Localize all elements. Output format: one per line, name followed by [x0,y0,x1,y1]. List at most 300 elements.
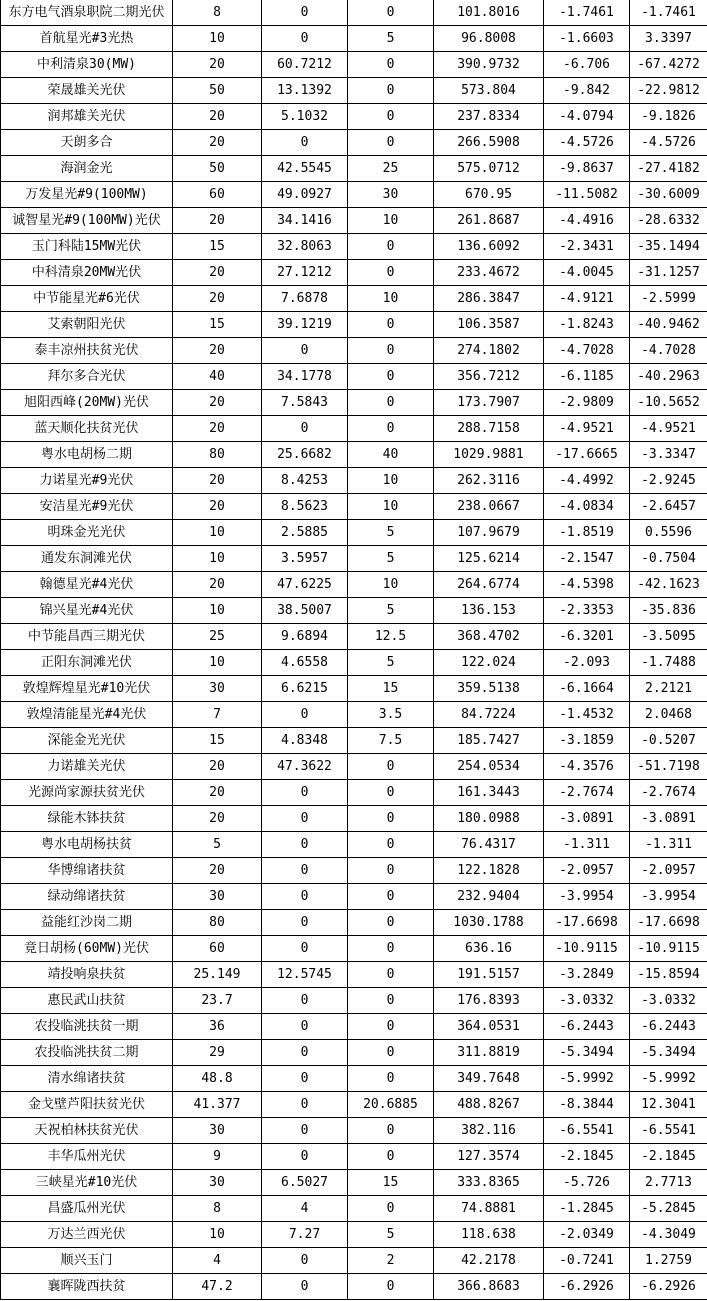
table-row [1,676,707,702]
value-d-cell: -6.2926 [544,1274,630,1300]
table-row [1,130,707,156]
station-name-cell: 清水绵诸扶贫 [1,1066,173,1092]
value-d-cell: -2.3353 [544,598,630,624]
station-name-cell: 农投临洮扶贫二期 [1,1040,173,1066]
value-a-cell: 39.1219 [262,312,348,338]
value-a-cell: 8.5623 [262,494,348,520]
table-row [1,78,707,104]
station-name-cell: 光源尚家源扶贫光伏 [1,780,173,806]
station-name-cell: 惠民武山扶贫 [1,988,173,1014]
capacity-cell: 30 [173,1118,262,1144]
value-a-cell: 0 [262,0,348,26]
value-c-cell: 42.2178 [434,1248,544,1274]
value-a-cell: 8.4253 [262,468,348,494]
table-row [1,1170,707,1196]
table-row [1,104,707,130]
table-row [1,26,707,52]
capacity-cell: 8 [173,0,262,26]
value-d-cell: -4.9121 [544,286,630,312]
value-c-cell: 233.4672 [434,260,544,286]
value-c-cell: 262.3116 [434,468,544,494]
value-d-cell: -5.3494 [544,1040,630,1066]
value-a-cell: 0 [262,1014,348,1040]
value-a-cell: 38.5007 [262,598,348,624]
value-e-cell: 2.2121 [630,676,707,702]
value-a-cell: 0 [262,1092,348,1118]
capacity-cell: 20 [173,806,262,832]
value-a-cell: 12.5745 [262,962,348,988]
value-d-cell: -4.7028 [544,338,630,364]
value-a-cell: 47.3622 [262,754,348,780]
value-d-cell: -2.3431 [544,234,630,260]
value-c-cell: 84.7224 [434,702,544,728]
table-row [1,936,707,962]
value-c-cell: 173.7907 [434,390,544,416]
table-row [1,546,707,572]
value-c-cell: 127.3574 [434,1144,544,1170]
value-c-cell: 122.1828 [434,858,544,884]
station-name-cell: 中科清泉20MW光伏 [1,260,173,286]
value-a-cell: 0 [262,1248,348,1274]
value-d-cell: -4.4992 [544,468,630,494]
station-name-cell: 玉门科陆15MW光伏 [1,234,173,260]
value-a-cell: 0 [262,910,348,936]
value-a-cell: 0 [262,702,348,728]
table-row [1,156,707,182]
value-e-cell: -0.5207 [630,728,707,754]
value-e-cell: 3.3397 [630,26,707,52]
value-c-cell: 161.3443 [434,780,544,806]
table-row [1,754,707,780]
value-a-cell: 0 [262,1274,348,1300]
value-b-cell: 0 [348,988,434,1014]
value-e-cell: -28.6332 [630,208,707,234]
value-e-cell: -3.0332 [630,988,707,1014]
value-b-cell: 0 [348,832,434,858]
value-d-cell: -6.5541 [544,1118,630,1144]
value-b-cell: 0 [348,0,434,26]
station-name-cell: 通发东洞滩光伏 [1,546,173,572]
station-name-cell: 东方电气酒泉职院二期光伏 [1,0,173,26]
value-d-cell: -2.1845 [544,1144,630,1170]
capacity-cell: 80 [173,910,262,936]
table-row [1,494,707,520]
capacity-cell: 40 [173,364,262,390]
value-c-cell: 670.95 [434,182,544,208]
capacity-cell: 20 [173,260,262,286]
station-name-cell: 粤水电胡杨扶贫 [1,832,173,858]
value-e-cell: -5.9992 [630,1066,707,1092]
value-d-cell: -6.1664 [544,676,630,702]
table-row [1,572,707,598]
value-d-cell: -3.0891 [544,806,630,832]
value-e-cell: -40.9462 [630,312,707,338]
capacity-cell: 20 [173,494,262,520]
value-c-cell: 180.0988 [434,806,544,832]
value-d-cell: -11.5082 [544,182,630,208]
value-a-cell: 3.5957 [262,546,348,572]
table-row [1,1196,707,1222]
value-b-cell: 0 [348,1118,434,1144]
value-a-cell: 0 [262,1118,348,1144]
capacity-cell: 8 [173,1196,262,1222]
table-row [1,702,707,728]
table-row [1,884,707,910]
station-name-cell: 竟日胡杨(60MW)光伏 [1,936,173,962]
value-b-cell: 0 [348,910,434,936]
capacity-cell: 60 [173,936,262,962]
station-name-cell: 农投临洮扶贫一期 [1,1014,173,1040]
value-a-cell: 4.8348 [262,728,348,754]
value-b-cell: 0 [348,884,434,910]
value-b-cell: 10 [348,286,434,312]
station-name-cell: 力诺星光#9光伏 [1,468,173,494]
value-c-cell: 101.8016 [434,0,544,26]
value-e-cell: -22.9812 [630,78,707,104]
value-a-cell: 34.1416 [262,208,348,234]
table-row [1,338,707,364]
value-b-cell: 0 [348,416,434,442]
capacity-cell: 10 [173,546,262,572]
value-b-cell: 0 [348,260,434,286]
capacity-cell: 20 [173,416,262,442]
value-d-cell: -2.093 [544,650,630,676]
value-b-cell: 15 [348,1170,434,1196]
value-e-cell: -6.5541 [630,1118,707,1144]
value-b-cell: 0 [348,338,434,364]
table-row [1,520,707,546]
value-b-cell: 0 [348,1196,434,1222]
value-c-cell: 76.4317 [434,832,544,858]
station-name-cell: 绿能木钵扶贫 [1,806,173,832]
value-d-cell: -3.2849 [544,962,630,988]
value-c-cell: 356.7212 [434,364,544,390]
table-row [1,598,707,624]
value-a-cell: 60.7212 [262,52,348,78]
capacity-cell: 29 [173,1040,262,1066]
value-c-cell: 1030.1788 [434,910,544,936]
value-d-cell: -4.5726 [544,130,630,156]
value-a-cell: 0 [262,832,348,858]
value-b-cell: 0 [348,962,434,988]
table-row [1,858,707,884]
value-b-cell: 20.6885 [348,1092,434,1118]
value-e-cell: -1.7461 [630,0,707,26]
value-c-cell: 237.8334 [434,104,544,130]
value-e-cell: -2.7674 [630,780,707,806]
value-e-cell: -3.9954 [630,884,707,910]
value-e-cell: -31.1257 [630,260,707,286]
value-d-cell: -1.8519 [544,520,630,546]
value-b-cell: 7.5 [348,728,434,754]
table-row [1,1092,707,1118]
value-d-cell: -4.5398 [544,572,630,598]
value-e-cell: -0.7504 [630,546,707,572]
value-a-cell: 13.1392 [262,78,348,104]
value-d-cell: -9.842 [544,78,630,104]
capacity-cell: 48.8 [173,1066,262,1092]
capacity-cell: 36 [173,1014,262,1040]
value-c-cell: 118.638 [434,1222,544,1248]
table-row [1,1014,707,1040]
value-c-cell: 573.804 [434,78,544,104]
value-a-cell: 0 [262,1040,348,1066]
capacity-cell: 20 [173,754,262,780]
capacity-cell: 20 [173,286,262,312]
value-e-cell: -10.9115 [630,936,707,962]
table-row [1,728,707,754]
station-name-cell: 明珠金光光伏 [1,520,173,546]
value-e-cell: -5.3494 [630,1040,707,1066]
value-b-cell: 2 [348,1248,434,1274]
value-b-cell: 0 [348,1144,434,1170]
capacity-cell: 20 [173,208,262,234]
table-row [1,0,707,26]
value-b-cell: 0 [348,1014,434,1040]
station-name-cell: 天祝柏林扶贫光伏 [1,1118,173,1144]
station-name-cell: 顺兴玉门 [1,1248,173,1274]
value-c-cell: 238.0667 [434,494,544,520]
value-e-cell: -6.2443 [630,1014,707,1040]
capacity-cell: 25 [173,624,262,650]
value-a-cell: 0 [262,780,348,806]
value-a-cell: 2.5885 [262,520,348,546]
value-c-cell: 122.024 [434,650,544,676]
capacity-cell: 30 [173,884,262,910]
value-d-cell: -2.0957 [544,858,630,884]
value-a-cell: 0 [262,338,348,364]
value-c-cell: 261.8687 [434,208,544,234]
value-d-cell: -2.1547 [544,546,630,572]
value-d-cell: -4.3576 [544,754,630,780]
table-row [1,806,707,832]
value-a-cell: 49.0927 [262,182,348,208]
value-b-cell: 0 [348,806,434,832]
capacity-cell: 10 [173,598,262,624]
value-e-cell: -42.1623 [630,572,707,598]
value-e-cell: -10.5652 [630,390,707,416]
value-c-cell: 176.8393 [434,988,544,1014]
value-a-cell: 0 [262,806,348,832]
value-b-cell: 0 [348,78,434,104]
value-e-cell: -2.6457 [630,494,707,520]
value-d-cell: -8.3844 [544,1092,630,1118]
value-a-cell: 5.1032 [262,104,348,130]
value-d-cell: -1.2845 [544,1196,630,1222]
value-c-cell: 575.0712 [434,156,544,182]
value-c-cell: 636.16 [434,936,544,962]
value-a-cell: 7.6878 [262,286,348,312]
value-b-cell: 5 [348,598,434,624]
value-c-cell: 106.3587 [434,312,544,338]
capacity-cell: 20 [173,52,262,78]
value-d-cell: -6.706 [544,52,630,78]
value-e-cell: -3.3347 [630,442,707,468]
capacity-cell: 20 [173,858,262,884]
value-d-cell: -1.311 [544,832,630,858]
value-d-cell: -10.9115 [544,936,630,962]
value-e-cell: -3.0891 [630,806,707,832]
value-d-cell: -1.8243 [544,312,630,338]
capacity-cell: 7 [173,702,262,728]
station-name-cell: 敦煌辉煌星光#10光伏 [1,676,173,702]
capacity-cell: 20 [173,390,262,416]
value-a-cell: 0 [262,936,348,962]
station-name-cell: 万达兰西光伏 [1,1222,173,1248]
value-c-cell: 364.0531 [434,1014,544,1040]
value-e-cell: 2.0468 [630,702,707,728]
value-a-cell: 0 [262,1066,348,1092]
station-name-cell: 拜尔多合光伏 [1,364,173,390]
value-c-cell: 286.3847 [434,286,544,312]
value-b-cell: 10 [348,494,434,520]
value-e-cell: -35.836 [630,598,707,624]
table-row [1,260,707,286]
station-name-cell: 艾索朝阳光伏 [1,312,173,338]
value-a-cell: 34.1778 [262,364,348,390]
table-row [1,442,707,468]
station-name-cell: 中节能昌西三期光伏 [1,624,173,650]
value-b-cell: 5 [348,546,434,572]
value-e-cell: 0.5596 [630,520,707,546]
capacity-cell: 15 [173,234,262,260]
value-b-cell: 0 [348,1040,434,1066]
table-row [1,624,707,650]
value-c-cell: 96.8008 [434,26,544,52]
value-b-cell: 10 [348,572,434,598]
station-name-cell: 天朗多合 [1,130,173,156]
value-d-cell: -1.4532 [544,702,630,728]
value-d-cell: -0.7241 [544,1248,630,1274]
value-b-cell: 5 [348,520,434,546]
value-e-cell: -3.5095 [630,624,707,650]
value-e-cell: -40.2963 [630,364,707,390]
value-a-cell: 9.6894 [262,624,348,650]
value-e-cell: -4.3049 [630,1222,707,1248]
value-a-cell: 0 [262,1144,348,1170]
table-row [1,1040,707,1066]
capacity-cell: 20 [173,338,262,364]
value-d-cell: -4.9521 [544,416,630,442]
value-a-cell: 0 [262,988,348,1014]
capacity-cell: 30 [173,676,262,702]
table-row [1,364,707,390]
value-b-cell: 0 [348,234,434,260]
value-c-cell: 359.5138 [434,676,544,702]
station-name-cell: 靖投响泉扶贫 [1,962,173,988]
capacity-cell: 4 [173,1248,262,1274]
value-b-cell: 3.5 [348,702,434,728]
value-b-cell: 5 [348,1222,434,1248]
capacity-cell: 10 [173,650,262,676]
station-name-cell: 华博绵诸扶贫 [1,858,173,884]
value-e-cell: -6.2926 [630,1274,707,1300]
value-c-cell: 136.153 [434,598,544,624]
station-name-cell: 海润金光 [1,156,173,182]
table-row [1,1222,707,1248]
capacity-cell: 10 [173,1222,262,1248]
table-row [1,832,707,858]
value-d-cell: -1.6603 [544,26,630,52]
value-d-cell: -6.1185 [544,364,630,390]
station-name-cell: 益能红沙岗二期 [1,910,173,936]
value-b-cell: 10 [348,208,434,234]
station-name-cell: 昌盛瓜州光伏 [1,1196,173,1222]
value-d-cell: -5.9992 [544,1066,630,1092]
capacity-cell: 10 [173,520,262,546]
table-row [1,1118,707,1144]
value-a-cell: 27.1212 [262,260,348,286]
station-name-cell: 敦煌清能星光#4光伏 [1,702,173,728]
value-e-cell: -51.7198 [630,754,707,780]
value-a-cell: 4.6558 [262,650,348,676]
value-a-cell: 0 [262,884,348,910]
station-name-cell: 三峡星光#10光伏 [1,1170,173,1196]
station-name-cell: 翰德星光#4光伏 [1,572,173,598]
value-d-cell: -3.1859 [544,728,630,754]
value-e-cell: 1.2759 [630,1248,707,1274]
table-row [1,390,707,416]
value-e-cell: -30.6009 [630,182,707,208]
value-e-cell: -4.7028 [630,338,707,364]
value-a-cell: 47.6225 [262,572,348,598]
table-row [1,988,707,1014]
capacity-cell: 20 [173,468,262,494]
capacity-cell: 10 [173,26,262,52]
capacity-cell: 50 [173,156,262,182]
value-d-cell: -17.6698 [544,910,630,936]
value-a-cell: 32.8063 [262,234,348,260]
value-b-cell: 0 [348,936,434,962]
table-row [1,234,707,260]
value-c-cell: 264.6774 [434,572,544,598]
value-b-cell: 12.5 [348,624,434,650]
capacity-cell: 9 [173,1144,262,1170]
value-b-cell: 0 [348,1274,434,1300]
value-e-cell: -9.1826 [630,104,707,130]
value-e-cell: -17.6698 [630,910,707,936]
value-b-cell: 15 [348,676,434,702]
value-a-cell: 6.5027 [262,1170,348,1196]
value-b-cell: 0 [348,858,434,884]
value-b-cell: 0 [348,130,434,156]
value-d-cell: -6.2443 [544,1014,630,1040]
value-d-cell: -17.6665 [544,442,630,468]
value-d-cell: -2.7674 [544,780,630,806]
value-d-cell: -2.0349 [544,1222,630,1248]
value-d-cell: -4.0045 [544,260,630,286]
value-e-cell: -5.2845 [630,1196,707,1222]
value-c-cell: 232.9404 [434,884,544,910]
value-d-cell: -3.0332 [544,988,630,1014]
value-e-cell: 2.7713 [630,1170,707,1196]
station-name-cell: 力诺雄关光伏 [1,754,173,780]
table-row [1,182,707,208]
capacity-cell: 41.377 [173,1092,262,1118]
value-b-cell: 40 [348,442,434,468]
station-name-cell: 襄晖陇西扶贫 [1,1274,173,1300]
value-d-cell: -4.0834 [544,494,630,520]
capacity-cell: 25.149 [173,962,262,988]
capacity-cell: 80 [173,442,262,468]
value-d-cell: -9.8637 [544,156,630,182]
value-a-cell: 6.6215 [262,676,348,702]
station-name-cell: 泰丰凉州扶贫光伏 [1,338,173,364]
value-b-cell: 30 [348,182,434,208]
value-c-cell: 382.116 [434,1118,544,1144]
station-name-cell: 绿动绵诸扶贫 [1,884,173,910]
value-e-cell: -2.1845 [630,1144,707,1170]
